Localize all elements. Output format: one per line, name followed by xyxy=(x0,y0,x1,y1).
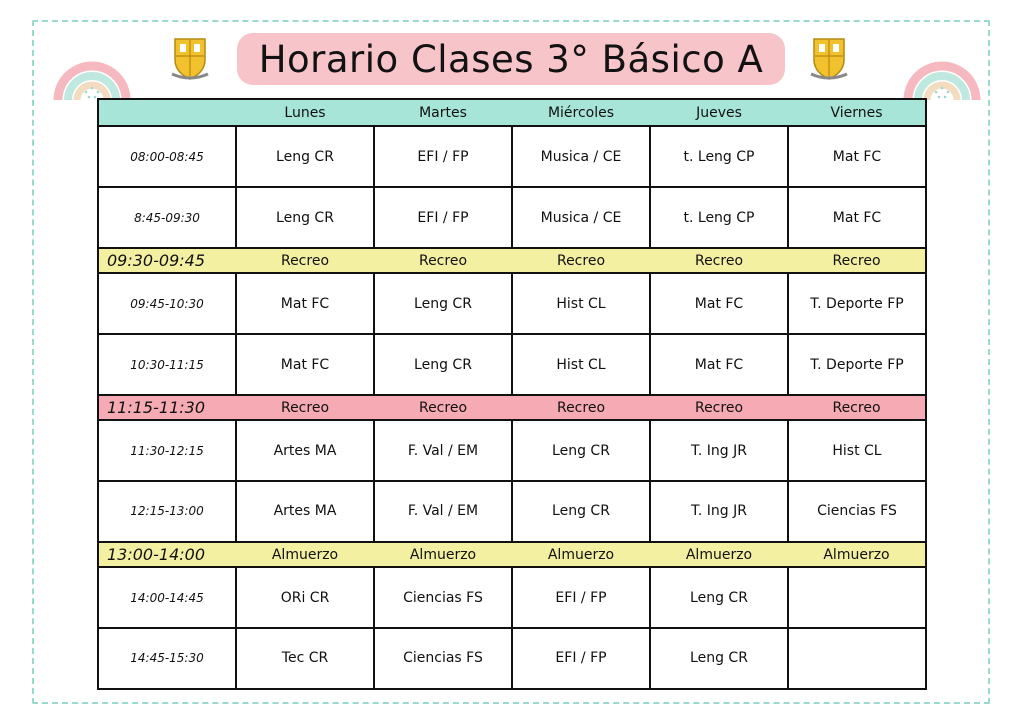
class-cell: Ciencias FS xyxy=(788,481,926,542)
lesson-row xyxy=(98,334,926,395)
time-slot-cell: 11:30-12:15 xyxy=(98,420,236,481)
class-cell: t. Leng CP xyxy=(650,126,788,187)
class-cell: Hist CL xyxy=(512,273,650,334)
class-cell: Mat FC xyxy=(236,273,374,334)
break-cell: Almuerzo xyxy=(512,542,650,567)
header-day-martes: Martes xyxy=(374,99,512,126)
class-cell: EFI / FP xyxy=(512,567,650,628)
time-slot-cell: 8:45-09:30 xyxy=(98,187,236,248)
time-slot-cell: 13:00-14:00 xyxy=(98,542,236,567)
class-cell xyxy=(788,628,926,689)
class-cell: F. Val / EM xyxy=(374,420,512,481)
class-cell: Leng CR xyxy=(374,273,512,334)
class-cell: Hist CL xyxy=(788,420,926,481)
class-cell: Mat FC xyxy=(236,334,374,395)
time-slot-cell: 11:15-11:30 xyxy=(98,395,236,420)
class-cell: Ciencias FS xyxy=(374,567,512,628)
class-cell: Musica / CE xyxy=(512,187,650,248)
header-day-miercoles: Miércoles xyxy=(512,99,650,126)
break-cell: Recreo xyxy=(512,248,650,273)
break-row xyxy=(98,248,926,273)
time-slot-cell: 12:15-13:00 xyxy=(98,481,236,542)
time-slot-cell: 08:00-08:45 xyxy=(98,126,236,187)
break-cell: Recreo xyxy=(512,395,650,420)
lesson-row xyxy=(98,628,926,689)
break-cell: Almuerzo xyxy=(236,542,374,567)
class-cell: F. Val / EM xyxy=(374,481,512,542)
break-cell: Almuerzo xyxy=(650,542,788,567)
class-cell: Leng CR xyxy=(512,420,650,481)
lesson-row xyxy=(98,567,926,628)
class-cell: EFI / FP xyxy=(512,628,650,689)
class-cell: EFI / FP xyxy=(374,126,512,187)
class-cell: Ciencias FS xyxy=(374,628,512,689)
break-cell: Recreo xyxy=(650,248,788,273)
class-cell: Mat FC xyxy=(788,187,926,248)
class-cell: Tec CR xyxy=(236,628,374,689)
class-cell: EFI / FP xyxy=(374,187,512,248)
break-cell: Almuerzo xyxy=(374,542,512,567)
school-crest-logo xyxy=(808,36,850,82)
header-day-jueves: Jueves xyxy=(650,99,788,126)
class-cell: Leng CR xyxy=(236,187,374,248)
class-cell: Leng CR xyxy=(650,567,788,628)
class-cell: Leng CR xyxy=(650,628,788,689)
break-cell: Recreo xyxy=(236,395,374,420)
break-row xyxy=(98,395,926,420)
header-day-lunes: Lunes xyxy=(236,99,374,126)
class-cell: Hist CL xyxy=(512,334,650,395)
time-slot-cell: 14:00-14:45 xyxy=(98,567,236,628)
break-cell: Recreo xyxy=(650,395,788,420)
school-crest-logo xyxy=(169,36,211,82)
time-slot-cell: 10:30-11:15 xyxy=(98,334,236,395)
class-cell: T. Ing JR xyxy=(650,481,788,542)
class-cell: Leng CR xyxy=(236,126,374,187)
class-cell: Artes MA xyxy=(236,420,374,481)
time-slot-cell: 09:45-10:30 xyxy=(98,273,236,334)
class-cell: t. Leng CP xyxy=(650,187,788,248)
rainbow-icon xyxy=(902,34,982,108)
lesson-row xyxy=(98,481,926,542)
class-cell: Leng CR xyxy=(374,334,512,395)
schedule-table xyxy=(97,98,927,690)
break-cell: Almuerzo xyxy=(788,542,926,567)
lesson-row xyxy=(98,126,926,187)
break-cell: Recreo xyxy=(788,248,926,273)
page-title-banner xyxy=(237,33,785,85)
class-cell: T. Deporte FP xyxy=(788,334,926,395)
class-cell: Mat FC xyxy=(788,126,926,187)
break-cell: Recreo xyxy=(788,395,926,420)
class-cell: T. Deporte FP xyxy=(788,273,926,334)
class-cell xyxy=(788,567,926,628)
break-cell: Recreo xyxy=(236,248,374,273)
break-row xyxy=(98,542,926,567)
lesson-row xyxy=(98,273,926,334)
class-cell: T. Ing JR xyxy=(650,420,788,481)
header-cell-blank xyxy=(98,99,236,126)
time-slot-cell: 09:30-09:45 xyxy=(98,248,236,273)
break-cell: Recreo xyxy=(374,395,512,420)
class-cell: Artes MA xyxy=(236,481,374,542)
break-cell: Recreo xyxy=(374,248,512,273)
class-cell: Musica / CE xyxy=(512,126,650,187)
schedule-header-row xyxy=(98,99,926,126)
header-day-viernes: Viernes xyxy=(788,99,926,126)
time-slot-cell: 14:45-15:30 xyxy=(98,628,236,689)
lesson-row xyxy=(98,420,926,481)
class-cell: ORi CR xyxy=(236,567,374,628)
lesson-row xyxy=(98,187,926,248)
page-title: Horario Clases 3° Básico A xyxy=(258,37,764,81)
class-cell: Mat FC xyxy=(650,273,788,334)
rainbow-icon xyxy=(52,34,132,108)
class-cell: Leng CR xyxy=(512,481,650,542)
class-cell: Mat FC xyxy=(650,334,788,395)
